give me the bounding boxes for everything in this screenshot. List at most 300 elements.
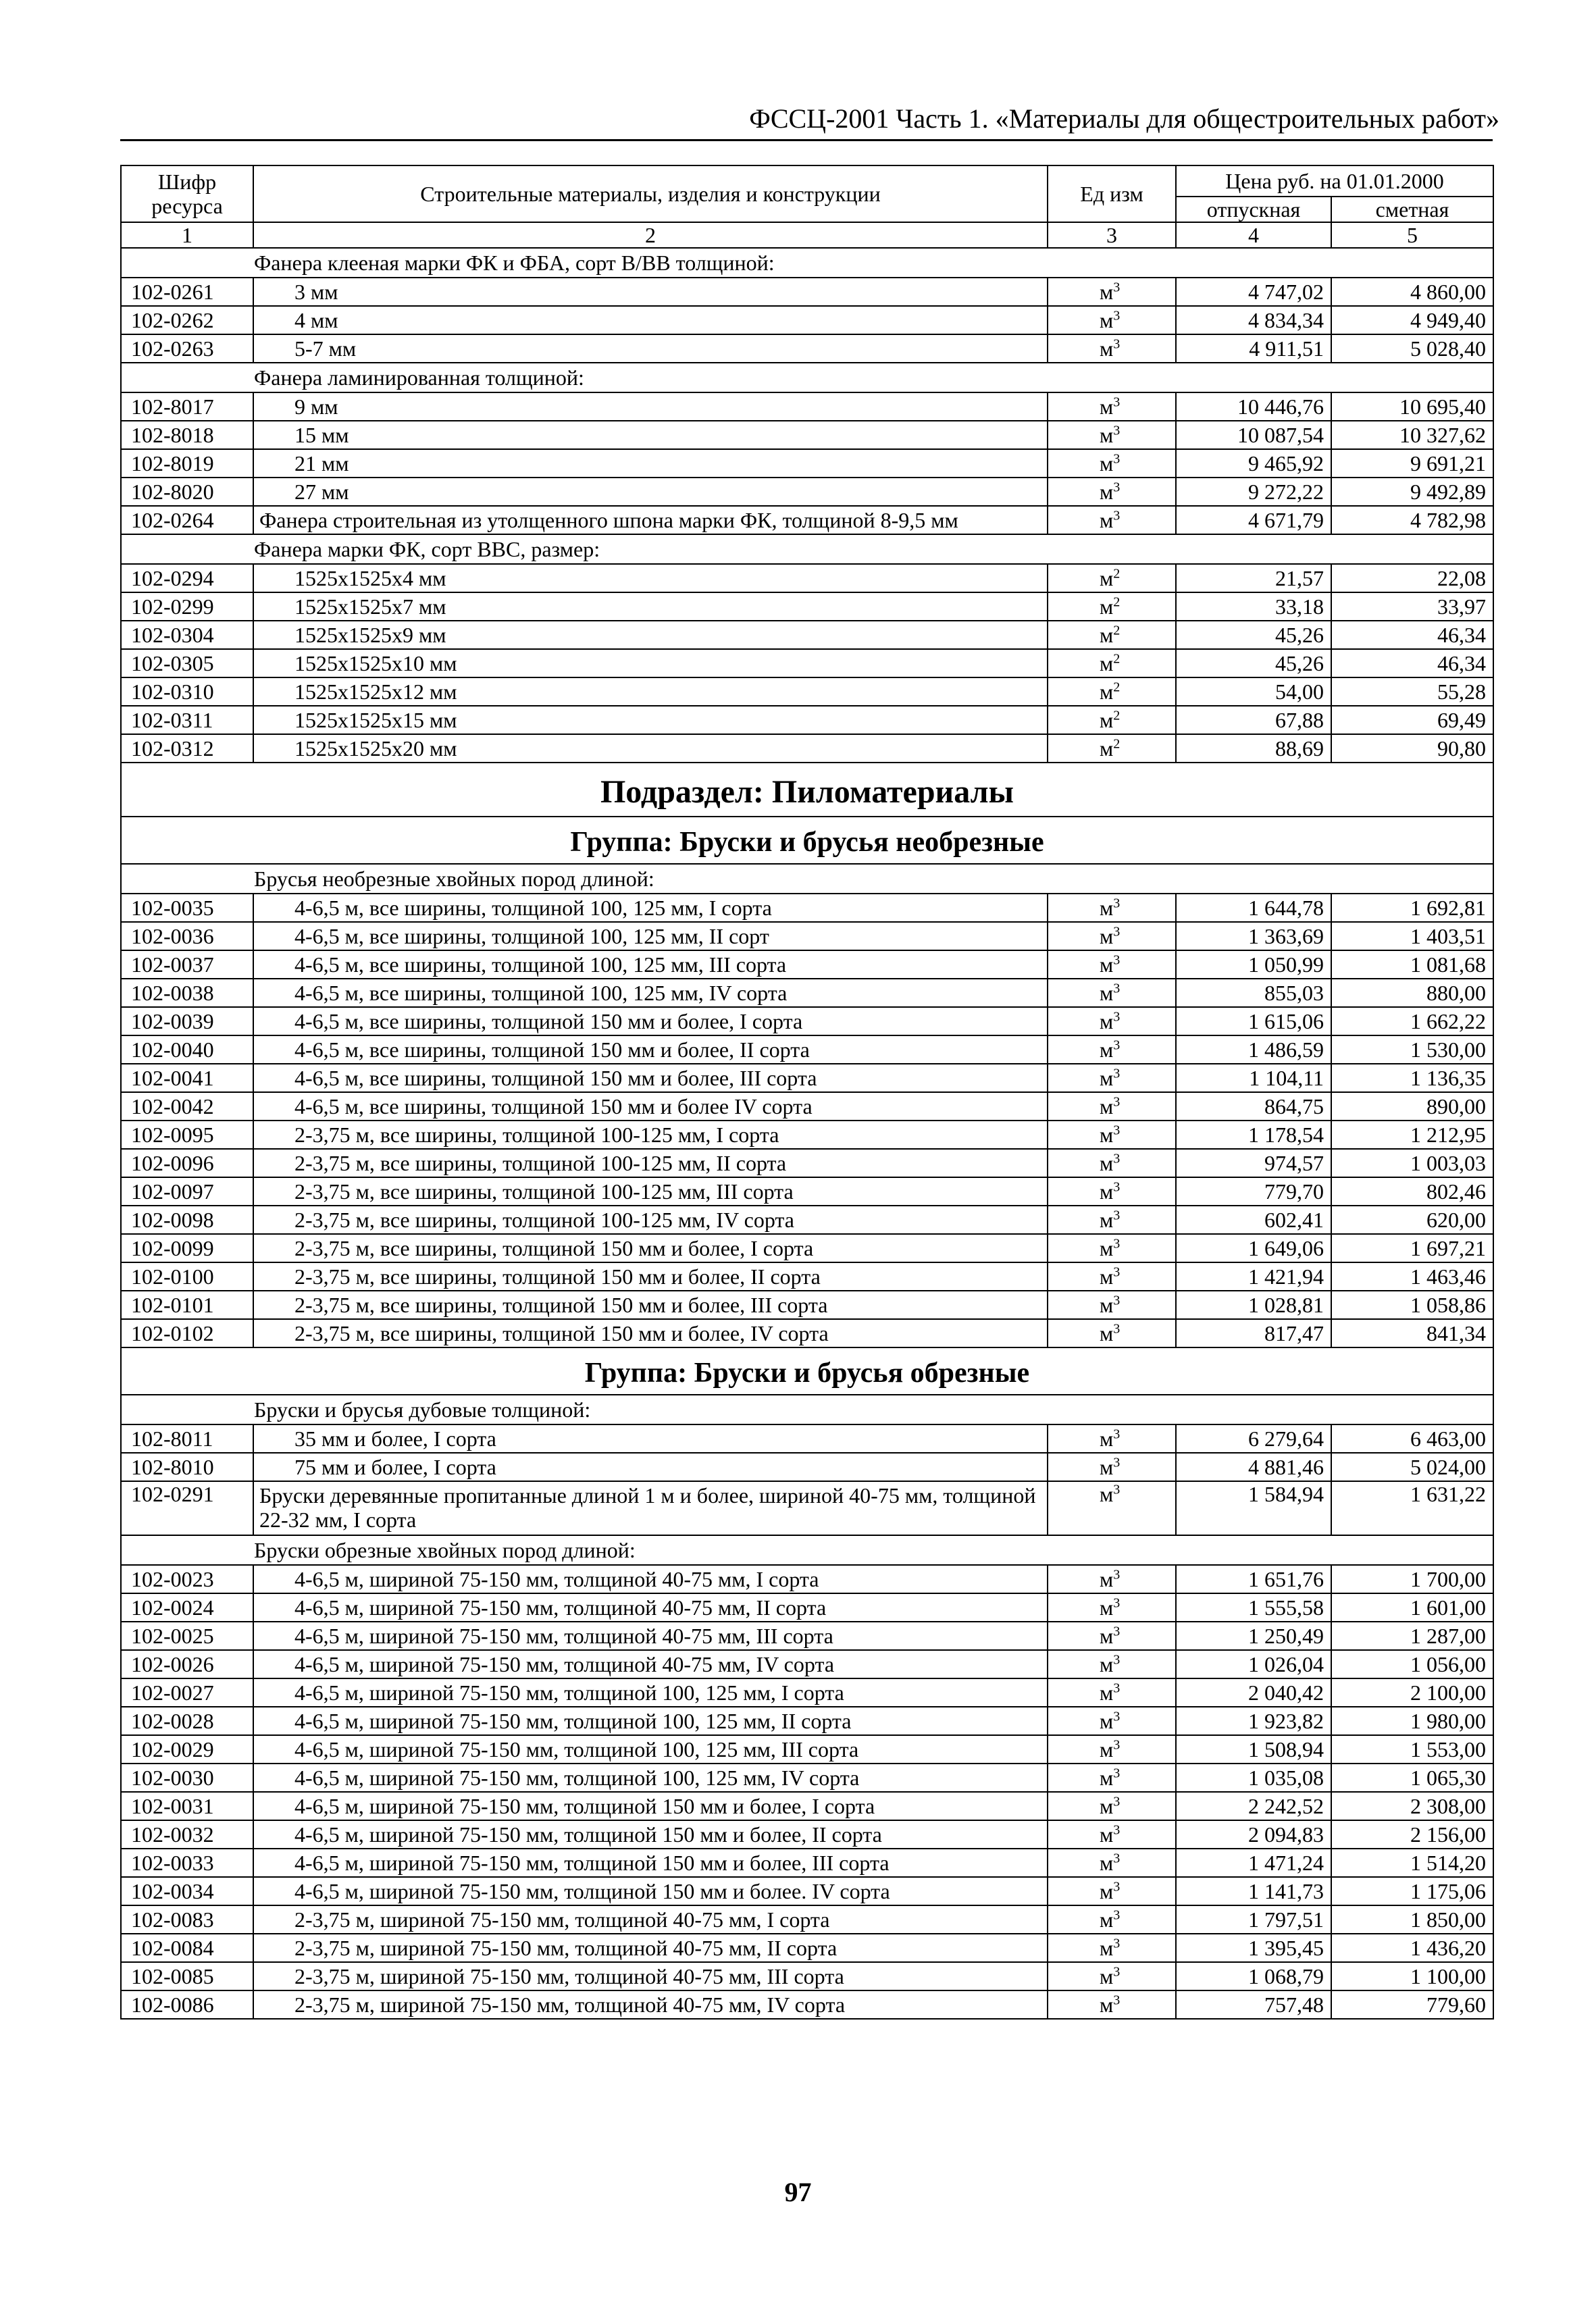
material-name: 4-6,5 м, шириной 75-150 мм, толщиной 100, 125 мм, III сорта xyxy=(253,1735,1048,1764)
resource-code: 102-0030 xyxy=(121,1764,253,1792)
unit-cell xyxy=(1048,1035,1176,1064)
material-name: 2-3,75 м, все ширины, толщиной 150 мм и более, IV сорта xyxy=(253,1319,1048,1347)
unit-exponent: 3 xyxy=(1113,1879,1121,1895)
unit-exponent: 3 xyxy=(1113,336,1121,352)
unit-symbol: м xyxy=(1100,1037,1114,1062)
unit-cell xyxy=(1048,649,1176,677)
estimate-price: 5 028,40 xyxy=(1331,334,1493,363)
resource-code: 102-0083 xyxy=(121,1905,253,1934)
resource-code: 102-0310 xyxy=(121,677,253,706)
material-name: 4-6,5 м, шириной 75-150 мм, толщиной 100, 125 мм, II сорта xyxy=(253,1707,1048,1735)
unit-exponent: 2 xyxy=(1113,623,1121,638)
release-price: 4 881,46 xyxy=(1176,1453,1331,1481)
column-number: 3 xyxy=(1048,222,1176,248)
estimate-price: 1 697,21 xyxy=(1331,1234,1493,1262)
material-name: 4-6,5 м, шириной 75-150 мм, толщиной 40-75 мм, III сорта xyxy=(253,1622,1048,1650)
table-row xyxy=(121,1707,1493,1735)
release-price: 1 651,76 xyxy=(1176,1565,1331,1593)
unit-symbol: м xyxy=(1100,451,1114,475)
release-price: 54,00 xyxy=(1176,677,1331,706)
table-row xyxy=(121,1121,1493,1149)
release-price: 1 644,78 xyxy=(1176,894,1331,922)
release-price: 67,88 xyxy=(1176,706,1331,734)
resource-code: 102-0023 xyxy=(121,1565,253,1593)
unit-exponent: 3 xyxy=(1113,1094,1121,1110)
resource-code: 102-0033 xyxy=(121,1849,253,1877)
unit-cell xyxy=(1048,706,1176,734)
release-price: 10 446,76 xyxy=(1176,392,1331,421)
table-row xyxy=(121,1962,1493,1990)
unit-symbol: м xyxy=(1100,308,1114,332)
resource-code: 102-0039 xyxy=(121,1007,253,1035)
group-title-row xyxy=(121,1535,1493,1565)
resource-code: 102-0036 xyxy=(121,922,253,950)
unit-exponent: 3 xyxy=(1113,423,1121,438)
material-name: 2-3,75 м, шириной 75-150 мм, толщиной 40-75 мм, IV сорта xyxy=(253,1990,1048,2019)
unit-cell xyxy=(1048,1007,1176,1035)
estimate-price: 1 692,81 xyxy=(1331,894,1493,922)
unit-exponent: 2 xyxy=(1113,566,1121,582)
resource-code: 102-0294 xyxy=(121,564,253,592)
resource-code: 102-0098 xyxy=(121,1206,253,1234)
unit-symbol: м xyxy=(1100,394,1114,419)
release-price: 1 250,49 xyxy=(1176,1622,1331,1650)
estimate-price: 1 700,00 xyxy=(1331,1565,1493,1593)
unit-exponent: 3 xyxy=(1113,981,1121,996)
estimate-price: 1 631,22 xyxy=(1331,1481,1493,1535)
release-price: 1 028,81 xyxy=(1176,1291,1331,1319)
group-title-row xyxy=(121,864,1493,894)
unit-cell xyxy=(1048,506,1176,534)
header-unit: Ед изм xyxy=(1048,165,1176,222)
table-row xyxy=(121,1650,1493,1678)
release-price: 817,47 xyxy=(1176,1319,1331,1347)
table-row xyxy=(121,1453,1493,1481)
resource-code: 102-8020 xyxy=(121,478,253,506)
release-price: 9 272,22 xyxy=(1176,478,1331,506)
release-price: 2 242,52 xyxy=(1176,1792,1331,1820)
resource-code: 102-0041 xyxy=(121,1064,253,1092)
unit-exponent: 3 xyxy=(1113,1236,1121,1252)
resource-code: 102-0095 xyxy=(121,1121,253,1149)
unit-cell xyxy=(1048,278,1176,306)
group-title: Брусья необрезные хвойных пород длиной: xyxy=(121,864,1493,894)
resource-code: 102-0027 xyxy=(121,1678,253,1707)
estimate-price: 9 492,89 xyxy=(1331,478,1493,506)
estimate-price: 69,49 xyxy=(1331,706,1493,734)
estimate-price: 5 024,00 xyxy=(1331,1453,1493,1481)
unit-symbol: м xyxy=(1100,1264,1114,1289)
unit-cell xyxy=(1048,1565,1176,1593)
material-name: 15 мм xyxy=(253,421,1048,449)
unit-cell xyxy=(1048,1820,1176,1849)
unit-exponent: 3 xyxy=(1113,896,1121,911)
unit-cell xyxy=(1048,734,1176,763)
material-name: 75 мм и более, I сорта xyxy=(253,1453,1048,1481)
unit-exponent: 3 xyxy=(1113,1595,1121,1611)
unit-exponent: 2 xyxy=(1113,651,1121,667)
unit-cell xyxy=(1048,1291,1176,1319)
unit-exponent: 3 xyxy=(1113,451,1121,467)
release-price: 4 834,34 xyxy=(1176,306,1331,334)
group-heading: Группа: Бруски и брусья обрезные xyxy=(121,1347,1493,1395)
resource-code: 102-0086 xyxy=(121,1990,253,2019)
header-price: Цена руб. на 01.01.2000 xyxy=(1176,165,1493,197)
running-title: ФССЦ-2001 Часть 1. «Материалы для общестроительных работ» xyxy=(749,103,1499,134)
unit-exponent: 3 xyxy=(1113,1426,1121,1442)
unit-symbol: м xyxy=(1100,480,1114,504)
unit-symbol: м xyxy=(1100,423,1114,447)
table-row xyxy=(121,1234,1493,1262)
estimate-price: 1 100,00 xyxy=(1331,1962,1493,1990)
material-name: 4-6,5 м, шириной 75-150 мм, толщиной 100, 125 мм, I сорта xyxy=(253,1678,1048,1707)
material-name: 4-6,5 м, все ширины, толщиной 100, 125 мм, I сорта xyxy=(253,894,1048,922)
column-number: 4 xyxy=(1176,222,1331,248)
material-name: 4-6,5 м, шириной 75-150 мм, толщиной 150 мм и более, II сорта xyxy=(253,1820,1048,1849)
table-row xyxy=(121,1481,1493,1535)
table-row xyxy=(121,278,1493,306)
estimate-price: 890,00 xyxy=(1331,1092,1493,1121)
group-title: Фанера марки ФК, сорт ВВС, размер: xyxy=(121,534,1493,564)
estimate-price: 2 156,00 xyxy=(1331,1820,1493,1849)
unit-symbol: м xyxy=(1100,981,1114,1005)
unit-cell xyxy=(1048,1092,1176,1121)
unit-cell xyxy=(1048,1650,1176,1678)
table-row xyxy=(121,979,1493,1007)
estimate-price: 1 056,00 xyxy=(1331,1650,1493,1678)
resource-code: 102-0031 xyxy=(121,1792,253,1820)
resource-code: 102-0097 xyxy=(121,1177,253,1206)
unit-exponent: 3 xyxy=(1113,1037,1121,1053)
material-name: 1525x1525x9 мм xyxy=(253,621,1048,649)
unit-cell xyxy=(1048,1424,1176,1453)
unit-cell xyxy=(1048,564,1176,592)
table-row xyxy=(121,1792,1493,1820)
table-row xyxy=(121,1565,1493,1593)
release-price: 1 363,69 xyxy=(1176,922,1331,950)
release-price: 602,41 xyxy=(1176,1206,1331,1234)
material-name: 4 мм xyxy=(253,306,1048,334)
release-price: 4 747,02 xyxy=(1176,278,1331,306)
group-title: Бруски и брусья дубовые толщиной: xyxy=(121,1395,1493,1424)
release-price: 1 026,04 xyxy=(1176,1650,1331,1678)
unit-symbol: м xyxy=(1100,1321,1114,1345)
material-name: 4-6,5 м, шириной 75-150 мм, толщиной 100, 125 мм, IV сорта xyxy=(253,1764,1048,1792)
unit-symbol: м xyxy=(1100,280,1114,304)
unit-symbol: м xyxy=(1100,1595,1114,1620)
unit-symbol: м xyxy=(1100,1680,1114,1705)
release-price: 6 279,64 xyxy=(1176,1424,1331,1453)
material-name: 4-6,5 м, все ширины, толщиной 150 мм и более, I сорта xyxy=(253,1007,1048,1035)
material-name: 4-6,5 м, все ширины, толщиной 150 мм и более IV сорта xyxy=(253,1092,1048,1121)
estimate-price: 1 403,51 xyxy=(1331,922,1493,950)
unit-exponent: 3 xyxy=(1113,1264,1121,1280)
estimate-price: 841,34 xyxy=(1331,1319,1493,1347)
release-price: 4 911,51 xyxy=(1176,334,1331,363)
resource-code: 102-0037 xyxy=(121,950,253,979)
unit-symbol: м xyxy=(1100,1737,1114,1762)
group-heading-row xyxy=(121,817,1493,864)
unit-exponent: 3 xyxy=(1113,952,1121,968)
material-name: 4-6,5 м, шириной 75-150 мм, толщиной 150 мм и более, I сорта xyxy=(253,1792,1048,1820)
table-row xyxy=(121,1206,1493,1234)
unit-symbol: м xyxy=(1100,1907,1114,1932)
unit-exponent: 3 xyxy=(1113,1179,1121,1195)
unit-symbol: м xyxy=(1100,1992,1114,2017)
unit-cell xyxy=(1048,979,1176,1007)
estimate-price: 802,46 xyxy=(1331,1177,1493,1206)
unit-symbol: м xyxy=(1100,1567,1114,1591)
resource-code: 102-0040 xyxy=(121,1035,253,1064)
unit-cell xyxy=(1048,1453,1176,1481)
release-price: 1 923,82 xyxy=(1176,1707,1331,1735)
table-row xyxy=(121,1905,1493,1934)
group-title-row xyxy=(121,534,1493,564)
estimate-price: 10 695,40 xyxy=(1331,392,1493,421)
unit-exponent: 2 xyxy=(1113,736,1121,752)
resource-code: 102-0028 xyxy=(121,1707,253,1735)
estimate-price: 1 980,00 xyxy=(1331,1707,1493,1735)
material-name: 21 мм xyxy=(253,449,1048,478)
resource-code: 102-0263 xyxy=(121,334,253,363)
unit-exponent: 3 xyxy=(1113,1992,1121,2008)
estimate-price: 1 530,00 xyxy=(1331,1035,1493,1064)
unit-symbol: м xyxy=(1100,1936,1114,1960)
estimate-price: 1 175,06 xyxy=(1331,1877,1493,1905)
group-title-row xyxy=(121,1395,1493,1424)
estimate-price: 90,80 xyxy=(1331,734,1493,763)
estimate-price: 1 553,00 xyxy=(1331,1735,1493,1764)
group-title: Фанера ламинированная толщиной: xyxy=(121,363,1493,392)
group-title: Бруски обрезные хвойных пород длиной: xyxy=(121,1535,1493,1565)
unit-symbol: м xyxy=(1100,1455,1114,1479)
estimate-price: 1 058,86 xyxy=(1331,1291,1493,1319)
material-name: 27 мм xyxy=(253,478,1048,506)
table-row xyxy=(121,1262,1493,1291)
unit-cell xyxy=(1048,1735,1176,1764)
table-row xyxy=(121,677,1493,706)
release-price: 1 178,54 xyxy=(1176,1121,1331,1149)
unit-symbol: м xyxy=(1100,651,1114,675)
unit-cell xyxy=(1048,334,1176,363)
resource-code: 102-0101 xyxy=(121,1291,253,1319)
unit-exponent: 3 xyxy=(1113,1293,1121,1308)
unit-exponent: 3 xyxy=(1113,394,1121,410)
table-row xyxy=(121,1035,1493,1064)
table-row xyxy=(121,334,1493,363)
table-row xyxy=(121,306,1493,334)
release-price: 1 068,79 xyxy=(1176,1962,1331,1990)
unit-symbol: м xyxy=(1100,1066,1114,1090)
material-name: 2-3,75 м, шириной 75-150 мм, толщиной 40-75 мм, I сорта xyxy=(253,1905,1048,1934)
unit-exponent: 3 xyxy=(1113,308,1121,324)
unit-exponent: 3 xyxy=(1113,1123,1121,1138)
resource-code: 102-0085 xyxy=(121,1962,253,1990)
unit-exponent: 3 xyxy=(1113,1652,1121,1668)
resource-code: 102-8018 xyxy=(121,421,253,449)
unit-cell xyxy=(1048,1622,1176,1650)
material-name: 2-3,75 м, все ширины, толщиной 150 мм и более, III сорта xyxy=(253,1291,1048,1319)
release-price: 1 615,06 xyxy=(1176,1007,1331,1035)
release-price: 1 050,99 xyxy=(1176,950,1331,979)
resource-code: 102-0312 xyxy=(121,734,253,763)
material-name: 9 мм xyxy=(253,392,1048,421)
unit-symbol: м xyxy=(1100,1822,1114,1847)
unit-cell xyxy=(1048,1234,1176,1262)
unit-symbol: м xyxy=(1100,1151,1114,1175)
table-row xyxy=(121,1177,1493,1206)
table-row xyxy=(121,1319,1493,1347)
table-row xyxy=(121,1764,1493,1792)
group-heading-row xyxy=(121,1347,1493,1395)
release-price: 9 465,92 xyxy=(1176,449,1331,478)
unit-cell xyxy=(1048,1064,1176,1092)
resource-code: 102-0024 xyxy=(121,1593,253,1622)
table-row xyxy=(121,1990,1493,2019)
release-price: 45,26 xyxy=(1176,649,1331,677)
resource-code: 102-8011 xyxy=(121,1424,253,1453)
unit-symbol: м xyxy=(1100,1482,1114,1506)
resource-code: 102-8017 xyxy=(121,392,253,421)
unit-exponent: 3 xyxy=(1113,1009,1121,1025)
release-price: 10 087,54 xyxy=(1176,421,1331,449)
material-name: 4-6,5 м, все ширины, толщиной 100, 125 мм, IV сорта xyxy=(253,979,1048,1007)
estimate-price: 55,28 xyxy=(1331,677,1493,706)
unit-exponent: 3 xyxy=(1113,1455,1121,1470)
unit-exponent: 3 xyxy=(1113,1567,1121,1583)
unit-cell xyxy=(1048,449,1176,478)
unit-symbol: м xyxy=(1100,1794,1114,1818)
unit-symbol: м xyxy=(1100,1964,1114,1988)
resource-code: 102-0025 xyxy=(121,1622,253,1650)
estimate-price: 1 212,95 xyxy=(1331,1121,1493,1149)
table-row xyxy=(121,894,1493,922)
group-title-row xyxy=(121,248,1493,278)
unit-cell xyxy=(1048,1319,1176,1347)
estimate-price: 4 949,40 xyxy=(1331,306,1493,334)
resource-code: 102-0032 xyxy=(121,1820,253,1849)
unit-symbol: м xyxy=(1100,623,1114,647)
unit-exponent: 3 xyxy=(1113,1066,1121,1081)
resource-code: 102-0261 xyxy=(121,278,253,306)
header-code: Шифр ресурса xyxy=(121,165,253,222)
table-row xyxy=(121,621,1493,649)
resource-code: 102-0311 xyxy=(121,706,253,734)
estimate-price: 4 782,98 xyxy=(1331,506,1493,534)
unit-cell xyxy=(1048,677,1176,706)
estimate-price: 1 081,68 xyxy=(1331,950,1493,979)
header-rule xyxy=(120,139,1493,141)
unit-symbol: м xyxy=(1100,1426,1114,1451)
unit-cell xyxy=(1048,1262,1176,1291)
table-row xyxy=(121,1291,1493,1319)
resource-code: 102-8010 xyxy=(121,1453,253,1481)
material-name: 2-3,75 м, шириной 75-150 мм, толщиной 40-75 мм, II сорта xyxy=(253,1934,1048,1962)
estimate-price: 1 436,20 xyxy=(1331,1934,1493,1962)
group-heading: Группа: Бруски и брусья необрезные xyxy=(121,817,1493,864)
estimate-price: 33,97 xyxy=(1331,592,1493,621)
unit-symbol: м xyxy=(1100,566,1114,590)
resource-code: 102-0035 xyxy=(121,894,253,922)
resource-code: 102-0304 xyxy=(121,621,253,649)
material-name: Фанера строительная из утолщенного шпона марки ФК, толщиной 8-9,5 мм xyxy=(253,506,1048,534)
page-number: 97 xyxy=(784,2177,812,2207)
unit-symbol: м xyxy=(1100,1851,1114,1875)
material-name: 1525x1525x10 мм xyxy=(253,649,1048,677)
subsection-heading-row xyxy=(121,763,1493,817)
resource-code: 102-0102 xyxy=(121,1319,253,1347)
resource-code: 102-0099 xyxy=(121,1234,253,1262)
unit-exponent: 3 xyxy=(1113,1680,1121,1696)
release-price: 779,70 xyxy=(1176,1177,1331,1206)
unit-exponent: 3 xyxy=(1113,1907,1121,1923)
release-price: 974,57 xyxy=(1176,1149,1331,1177)
estimate-price: 10 327,62 xyxy=(1331,421,1493,449)
unit-exponent: 3 xyxy=(1113,1851,1121,1866)
unit-cell xyxy=(1048,392,1176,421)
material-name: 3 мм xyxy=(253,278,1048,306)
unit-cell xyxy=(1048,1177,1176,1206)
table-row xyxy=(121,1593,1493,1622)
unit-cell xyxy=(1048,1481,1176,1535)
estimate-price: 6 463,00 xyxy=(1331,1424,1493,1453)
unit-cell xyxy=(1048,922,1176,950)
table-body xyxy=(121,248,1493,2019)
release-price: 2 094,83 xyxy=(1176,1820,1331,1849)
table-row xyxy=(121,564,1493,592)
estimate-price: 880,00 xyxy=(1331,979,1493,1007)
unit-symbol: м xyxy=(1100,1123,1114,1147)
unit-cell xyxy=(1048,1593,1176,1622)
unit-symbol: м xyxy=(1100,736,1114,761)
unit-symbol: м xyxy=(1100,1652,1114,1676)
estimate-price: 1 003,03 xyxy=(1331,1149,1493,1177)
unit-exponent: 3 xyxy=(1113,280,1121,295)
unit-exponent: 3 xyxy=(1113,1208,1121,1223)
unit-symbol: м xyxy=(1100,1879,1114,1903)
table-row xyxy=(121,592,1493,621)
header-estimate-price: сметная xyxy=(1331,197,1493,222)
estimate-price: 1 601,00 xyxy=(1331,1593,1493,1622)
unit-symbol: м xyxy=(1100,1293,1114,1317)
group-title: Фанера клееная марки ФК и ФБА, сорт В/ВВ толщиной: xyxy=(121,248,1493,278)
estimate-price: 1 850,00 xyxy=(1331,1905,1493,1934)
unit-cell xyxy=(1048,478,1176,506)
release-price: 33,18 xyxy=(1176,592,1331,621)
material-name: 1525x1525x4 мм xyxy=(253,564,1048,592)
unit-exponent: 3 xyxy=(1113,1151,1121,1166)
unit-symbol: м xyxy=(1100,952,1114,977)
unit-cell xyxy=(1048,1764,1176,1792)
table-row xyxy=(121,478,1493,506)
estimate-price: 1 463,46 xyxy=(1331,1262,1493,1291)
resource-code: 102-0264 xyxy=(121,506,253,534)
header-release-price: отпускная xyxy=(1176,197,1331,222)
resource-code: 102-8019 xyxy=(121,449,253,478)
material-name: 2-3,75 м, все ширины, толщиной 100-125 мм, III сорта xyxy=(253,1177,1048,1206)
table-row xyxy=(121,1735,1493,1764)
unit-exponent: 3 xyxy=(1113,1822,1121,1838)
unit-exponent: 2 xyxy=(1113,594,1121,610)
unit-exponent: 3 xyxy=(1113,480,1121,495)
unit-cell xyxy=(1048,621,1176,649)
unit-cell xyxy=(1048,1149,1176,1177)
release-price: 21,57 xyxy=(1176,564,1331,592)
table-row xyxy=(121,1877,1493,1905)
estimate-price: 1 662,22 xyxy=(1331,1007,1493,1035)
table-row xyxy=(121,649,1493,677)
unit-cell xyxy=(1048,1206,1176,1234)
